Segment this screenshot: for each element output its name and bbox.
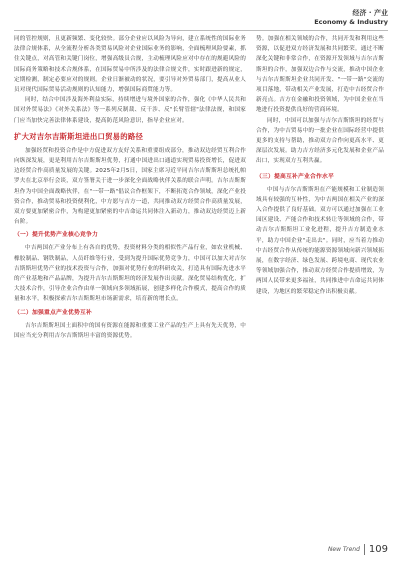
- section-title-en: Economy & Industry: [314, 18, 388, 26]
- paragraph: 中吉两国在产业分布上有各自的优势，投资材料分类的相似性产品行业，如农业机械、橡胶制品、钢铁制品，人员纤维等行业，受到为提升国际优势竞争力，中国可以加大对吉尔吉斯斯坦优势产业的技术投资与合作，加强对优势行业的科研攻关，打造具有国际先进水平的产业基地和产品品牌，为提升吉尔吉斯斯坦的经济发展作出贡献。深化贸易结构优化，扩大技术合作，引导企业合作由单一领域向多领域拓展，创建多样化合作模式，提高合作的质量和水平，积极探索吉尔吉斯斯坦市场新需求，培育新的增长点。: [14, 245, 246, 303]
- subsection-heading: （一）提升优势产业核心竞争力: [14, 232, 98, 239]
- page-footer: [328, 544, 388, 555]
- paragraph: 同时，中国可以加强与吉尔吉斯斯坦的经贸与合作，为中吉贸易中的一批企业在国际经营中提供更多的支持与帮助，推动双方合作向更高水平、更深层次发展。助力吉方经济多元化发展和企业产品出口，实现双方互利共赢。: [256, 117, 384, 165]
- paragraph: 吉尔吉斯斯坦国土面积中的国有资源在能源和重要工业产品的生产上具有先天优势，中国应当充分利用吉尔吉斯斯坦丰富的资源优势。: [14, 322, 246, 339]
- subsection-heading: （三）提高互补产业合作水平: [256, 173, 334, 180]
- footer-divider: [364, 544, 365, 555]
- left-column: [14, 34, 246, 341]
- section-heading: 扩大对吉尔吉斯斯坦进出口贸易的路径: [14, 131, 144, 141]
- paragraph: 同时，结合中国涉及海外利益实际，持续增进与境外国家的合作，强化《中华人民共和国对外贸易法》《对外关系法》等一系列反制裁、反干涉、反"长臂管辖"法律法规，和国家门应当加快完善法律体系建设，提高防范风险意识，指导企业应对。: [14, 97, 246, 124]
- header-divider: [14, 30, 388, 31]
- footer-brand: New Trend: [327, 546, 360, 553]
- paragraph: 势。加强在相关领域的合作，共同开发和利用这些资源，以促进双方经济发展和共同繁荣。通过不断深化关键和非常合作，在资源开发领域与吉尔吉斯斯坦的合作，加强双边合作与交流，推动中国企业与吉尔吉斯斯坦企业共同开发、"一带一路"交流的项目落地，带动相关产业发展，打造中吉经贸合作新亮点。吉方在金融和投资领域，为中国企业在当地进行投资提供良好的营商环境。: [256, 36, 384, 114]
- section-header: [314, 9, 388, 27]
- section-title-cn: 经济 · 产业: [352, 9, 388, 17]
- paragraph: 加强经贸和投资合作是中方促进双方友好关系和重要组成部分，推动双边经贸互利合作向纵深发展，更是利用吉尔吉斯斯坦优势，打通中国进出口通道实现贸易投资增长，促进双边经贸合作高质量发展的关键。2025年2月5日，国家主席习近平同吉尔吉斯斯坦总统扎帕罗夫在北京举行会谈，双方签署关于进一步深化全面战略伙伴关系的联合声明。吉尔吉斯斯坦作为中国全面战略伙伴，在"一带一路"倡议合作框架下，不断拓宽合作领域，深化产业投资合作，推动贸易和投资便利化，中方愿与吉方一道，共同推动双方经贸合作高质量发展，双方要更加紧密合作，为构建更加紧密的中吉命运共同体注入新动力，推动双边经贸迈上新台阶。: [14, 147, 246, 226]
- right-column: [256, 34, 384, 297]
- paragraph: 同的管控规则，且更新频繁、变化较快。部分企业应以风险为导向，建立系统性的国际业务法律合规体系，从全流程分析各类贸易风险对企业国际业务的影响，全面梳理风险要素，抓住关键点，对高管和关键门岗位，增强高级员合规，主动梳理风险应对中存在的规避风险的国际商务策略和技术合规体系，在国际贸易中所涉及的法律合规文件，实时跟进新的规定，定期检测，制定必要应对的规则。企业日渐被动的状况，要引导对外贸易部门，提高从业人员对现代国际贸易活动规则的认知能力，增强国际商贸能力等。: [14, 36, 246, 94]
- subsection-heading: （二）加强重点产业优势互补: [14, 309, 92, 316]
- page-number: 109: [368, 544, 388, 555]
- paragraph: 中国与吉尔吉斯斯坦在产能规模和工业制造领域具有较强的互补性，为中吉两国在相关产业的深入合作提供了良好基础。双方可以通过加强在工业园区建设、产能合作和技术转让等领域的合作，带动吉尔吉斯斯坦工业化进程，提升吉方制造业水平，助力中国企业"走出去"。同时，应当着力推动中吉经贸合作从传统的能源资源领域向新兴领域拓展，在数字经济、绿色发展、跨境电商、现代农业等领域加强合作，推动双方经贸合作提质增效，为两国人民带来更多福祉，共同推进中吉命运共同体建设，为地区的繁荣稳定作出积极贡献。: [256, 186, 384, 295]
